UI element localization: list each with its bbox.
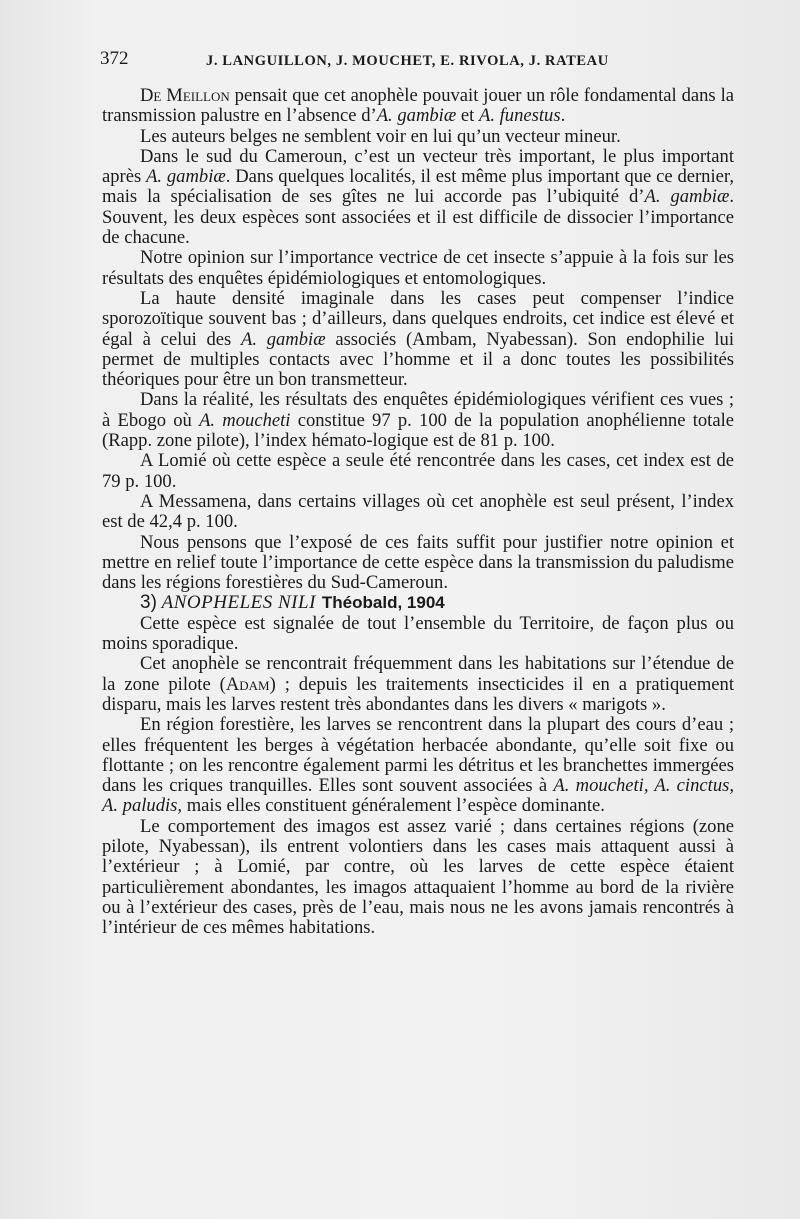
section-species: ANOPHELES NILI — [161, 592, 316, 614]
body-text — [102, 86, 734, 938]
paragraph: Dans la réalité, les résultats des enquêtes épidémiologiques vérifient ces vues ; à Ebogo où A. moucheti constitue 97 p. 100 de la population anophélienne totale (Rapp. zone pilote), l’index hémato-logique est de 81 p. 100. — [102, 389, 734, 452]
paragraph: A Lomié où cette espèce a seule été rencontrée dans les cases, cet index est de 79 p. 100. — [102, 450, 734, 492]
paragraph: De Meillon pensait que cet anophèle pouvait jouer un rôle fondamental dans la transmission palustre en l’absence d’A. gambiæ et A. funestus. — [102, 85, 734, 127]
paragraph: Notre opinion sur l’importance vectrice de cet insecte s’appuie à la fois sur les résultats des enquêtes épidémiologiques et entomologiques. — [102, 247, 734, 289]
running-head-authors: J. LANGUILLON, J. MOUCHET, E. RIVOLA, J. RATEAU — [206, 53, 609, 69]
page-number: 372 — [100, 48, 129, 69]
paragraph: Nous pensons que l’exposé de ces faits suffit pour justifier notre opinion et mettre en relief toute l’importance de cette espèce dans la transmission du paludisme dans les régions forestières du Sud-Cameroun. — [102, 531, 734, 594]
paragraph: En région forestière, les larves se rencontrent dans la plupart des cours d’eau ; elles fréquentent les berges à végétation herbacée abondante, qu’elle soit fixe ou flottante ; on les rencontre également parmi les détritus et les branchettes immergées dans les criques tranquilles. Elles sont souvent associées à A. moucheti, A. cinctus, A. paludis, mais elles constituent généralement l’espèce dominante. — [102, 714, 734, 817]
section-heading — [102, 593, 734, 613]
paragraph: Le comportement des imagos est assez varié ; dans certaines régions (zone pilote, Nyabessan), ils entrent volontiers dans les cases mais attaquent aussi à l’extérieur ; à Lomié, par contre, où les larves de cette espèce étaient particulièrement abondantes, les imagos attaquaient l’homme au bord de la rivière ou à l’extérieur des cases, près de l’eau, mais nous ne les avons jamais rencontrés à l’intérieur de ces mêmes habitations. — [102, 815, 734, 939]
paragraph: Cette espèce est signalée de tout l’ensemble du Territoire, de façon plus ou moins sporadique. — [102, 612, 734, 655]
paragraph: La haute densité imaginale dans les cases peut compenser l’indice sporozoïtique souvent bas ; d’ailleurs, dans quelques endroits, cet indice est élevé et égal à celui des A. gambiæ associés (Ambam, Nyabessan). Son endophilie lui permet de multiples contacts avec l’homme et il a donc toutes les possibilités théoriques pour être un bon transmetteur. — [102, 287, 734, 391]
section-number: 3) — [140, 592, 157, 614]
paragraph: Dans le sud du Cameroun, c’est un vecteur très important, le plus important après A. gambiæ. Dans quelques localités, il est même plus important que ce dernier, mais la spécialisation de ses gîtes ne lui accorde pas l’ubiquité d’A. gambiæ. Souvent, les deux espèces sont associées et il est difficile de dissocier l’importance de chacune. — [102, 145, 734, 249]
paragraph: Cet anophèle se rencontrait fréquemment dans les habitations sur l’étendue de la zone pilote (Adam) ; depuis les traitements insecticides il en a pratiquement disparu, mais les larves restent très abondantes dans les divers « marigots ». — [102, 653, 734, 715]
section-author-year: Théobald, 1904 — [321, 593, 445, 613]
paragraph: A Messamena, dans certains villages où cet anophèle est seul présent, l’index est de 42,4 p. 100. — [102, 490, 734, 533]
paragraph: Les auteurs belges ne semblent voir en lui qu’un vecteur mineur. — [140, 125, 621, 147]
